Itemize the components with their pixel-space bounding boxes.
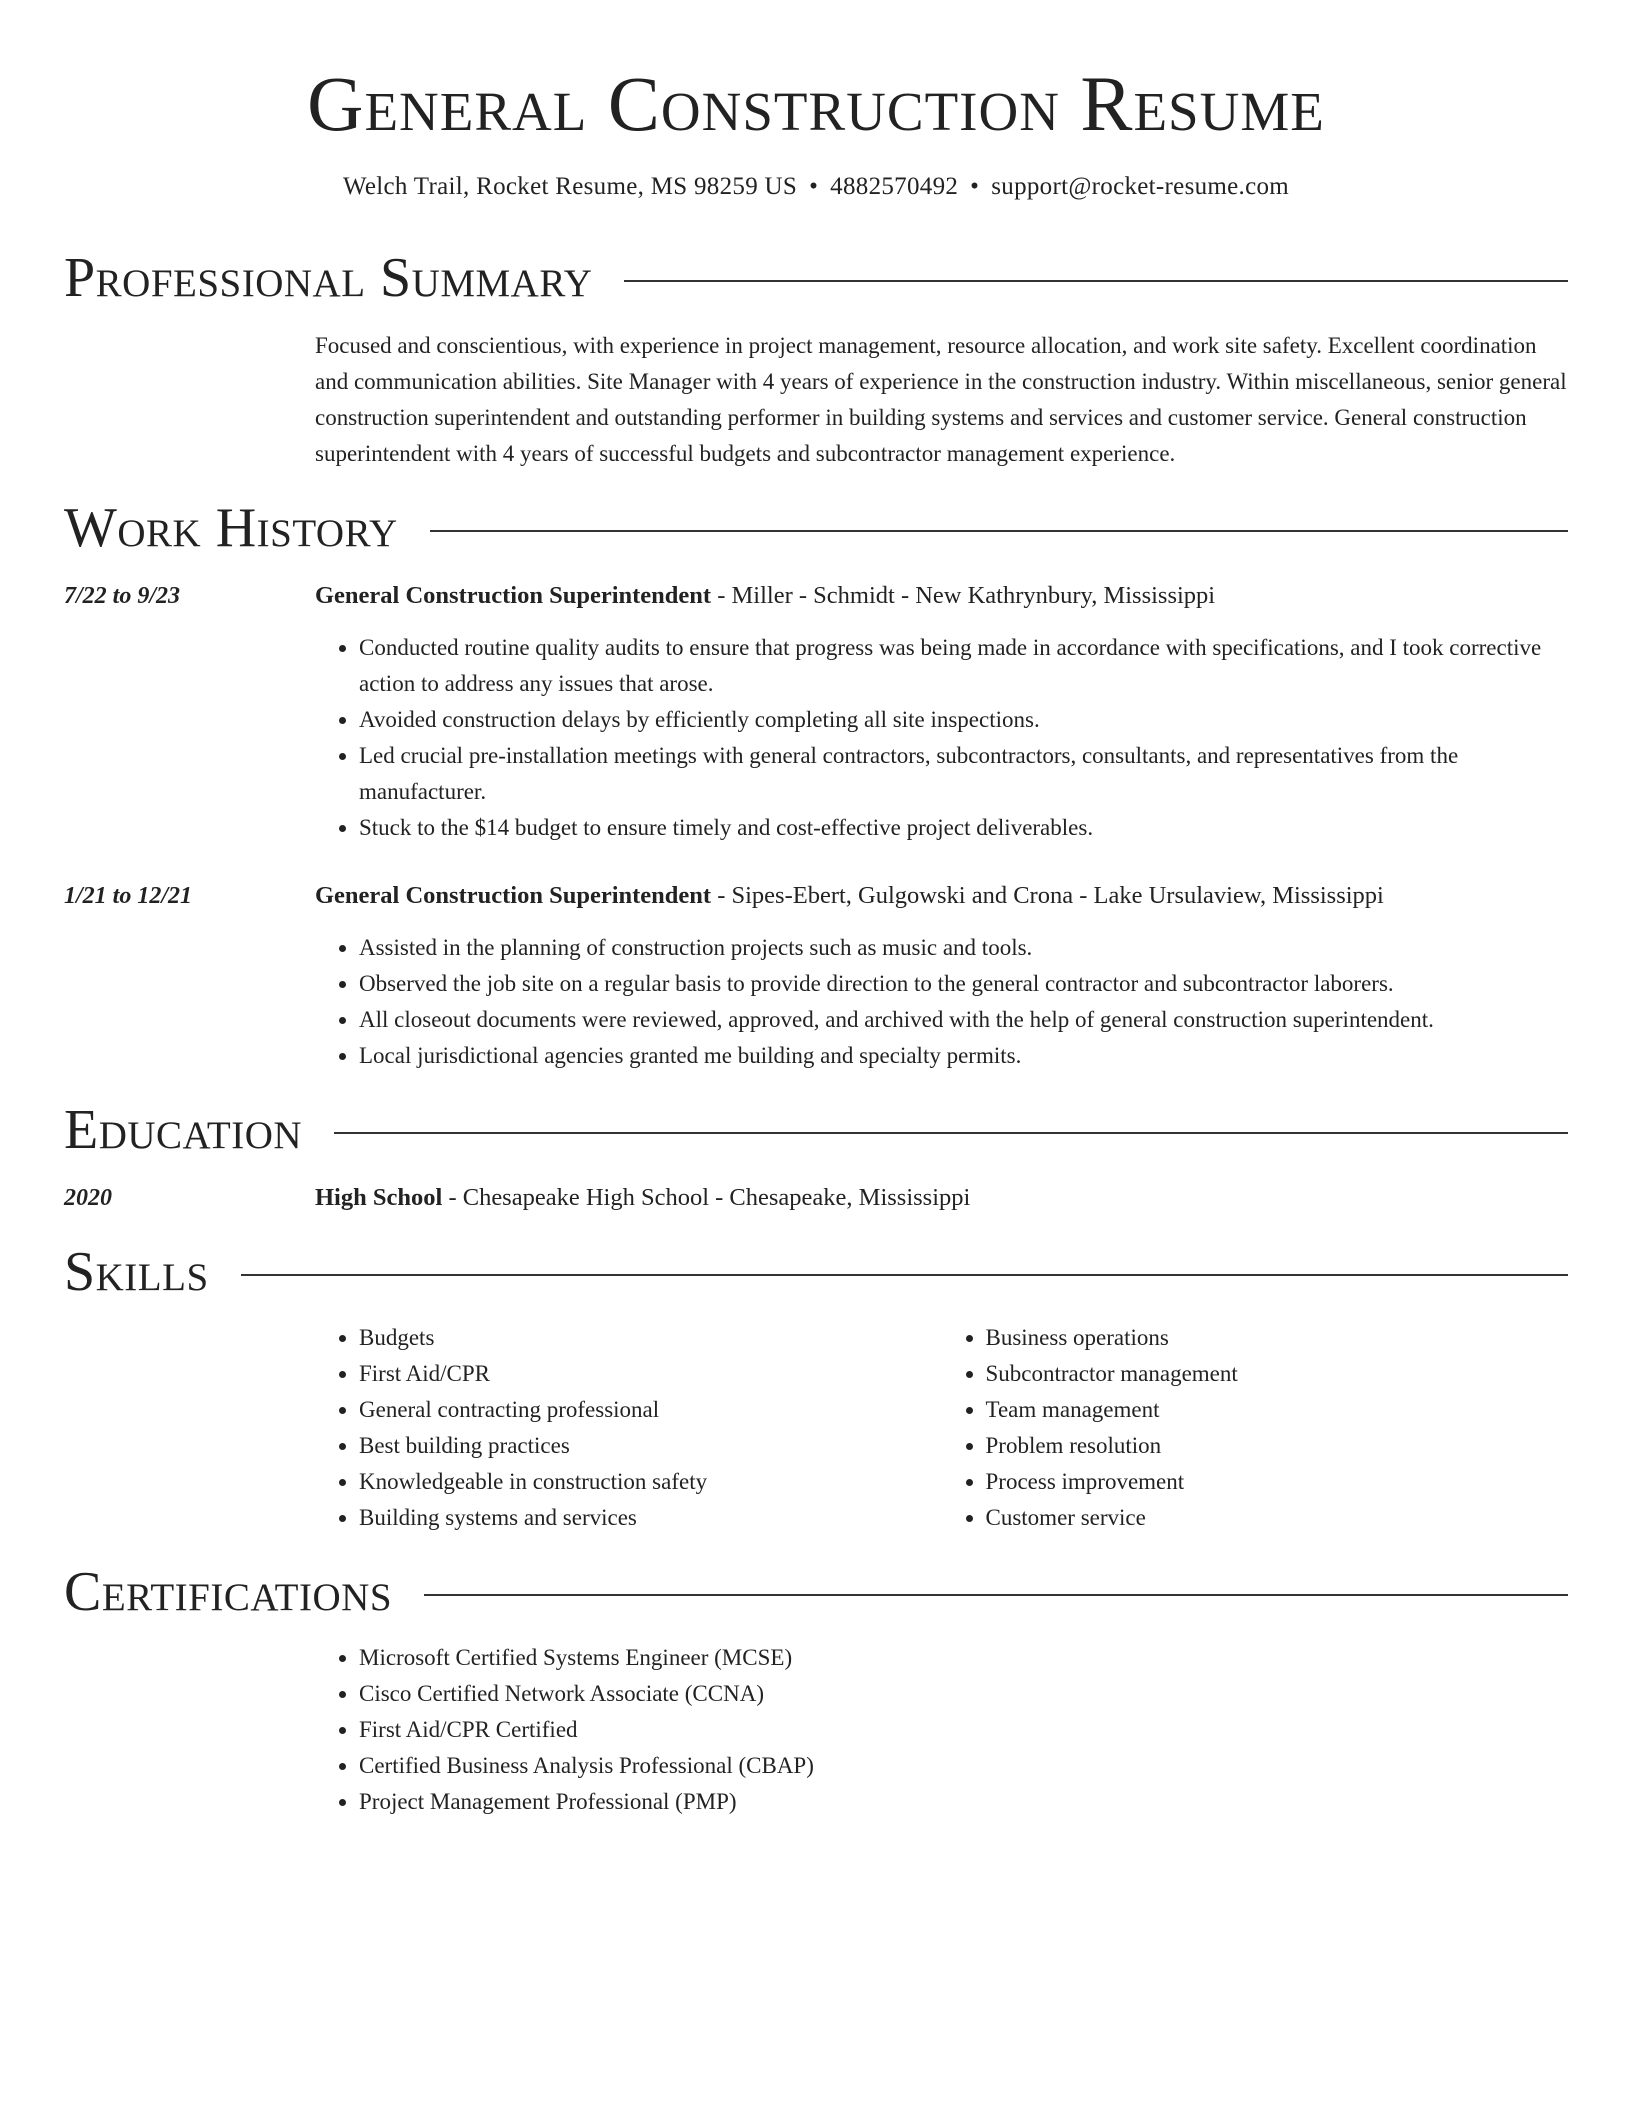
job-bullets: [315, 930, 1568, 1074]
job-bullet: • Assisted in the planning of construction projects such as music and tools.: [359, 930, 1568, 966]
section-header-education: [64, 1098, 1568, 1162]
skill-item: • Team management: [986, 1392, 1569, 1428]
skill-item: • Subcontractor management: [986, 1356, 1569, 1392]
certification-item: • Microsoft Certified Systems Engineer (MCSE): [359, 1640, 1568, 1676]
education-year: 2020: [64, 1185, 112, 1211]
section-header-summary: [64, 246, 1568, 310]
skills-column-right: [942, 1320, 1569, 1536]
job-bullet: • Avoided construction delays by efficiently completing all site inspections.: [359, 702, 1568, 738]
job-bullet: • Led crucial pre-installation meetings with general contractors, subcontractors, consultants, and representatives from the manufacturer.: [359, 738, 1568, 810]
section-divider: [430, 530, 1568, 532]
job-details: [315, 878, 1568, 1074]
job-bullet: • Conducted routine quality audits to ensure that progress was being made in accordance with specifications, and I took corrective action to address any issues that arose.: [359, 630, 1568, 702]
skill-item: • Problem resolution: [986, 1428, 1569, 1464]
section-header-certifications: [64, 1560, 1568, 1624]
education-school: - Chesapeake High School - Chesapeake, Mississippi: [442, 1184, 971, 1211]
job-bullet: • Stuck to the $14 budget to ensure timely and cost-effective project deliverables.: [359, 810, 1568, 846]
skill-item: • General contracting professional: [359, 1392, 942, 1428]
section-title-skills: Skills: [64, 1241, 209, 1303]
job-dates: 7/22 to 9/23: [64, 583, 181, 609]
job-bullet: • Observed the job site on a regular basis to provide direction to the general contractor and subcontractor laborers.: [359, 966, 1568, 1002]
certification-item: • First Aid/CPR Certified: [359, 1712, 1568, 1748]
section-divider: [334, 1132, 1568, 1134]
job-bullets: [315, 630, 1568, 846]
skill-item: • Best building practices: [359, 1428, 942, 1464]
contact-separator: •: [809, 173, 819, 200]
job-heading: [315, 578, 1568, 614]
job-bullet: • Local jurisdictional agencies granted me building and specialty permits.: [359, 1038, 1568, 1074]
section-title-education: Education: [64, 1099, 303, 1161]
section-title-work-history: Work History: [64, 497, 398, 559]
job-entry: [64, 578, 1568, 846]
resume-page: [64, 0, 1568, 1820]
resume-title: General Construction Resume: [307, 60, 1325, 147]
skill-item: • First Aid/CPR: [359, 1356, 942, 1392]
certifications-list: [315, 1640, 1568, 1820]
contact-email: support@rocket-resume.com: [991, 173, 1290, 200]
education-entry: [64, 1180, 1568, 1216]
section-title-summary: Professional Summary: [64, 247, 593, 309]
job-employer: - Sipes-Ebert, Gulgowski and Crona - Lake Ursulaview, Mississippi: [711, 882, 1384, 909]
section-header-skills: [64, 1240, 1568, 1304]
education-degree: High School: [315, 1184, 443, 1211]
education-details: [315, 1180, 1568, 1216]
certification-item: • Project Management Professional (PMP): [359, 1784, 1568, 1820]
job-title: General Construction Superintendent: [315, 582, 712, 609]
job-employer: - Miller - Schmidt - New Kathrynbury, Mississippi: [711, 582, 1216, 609]
skill-item: • Business operations: [986, 1320, 1569, 1356]
certification-item: • Cisco Certified Network Associate (CCNA): [359, 1676, 1568, 1712]
skill-item: • Process improvement: [986, 1464, 1569, 1500]
job-title: General Construction Superintendent: [315, 882, 712, 909]
certifications-bullets: [315, 1640, 1568, 1820]
section-divider: [624, 280, 1568, 282]
section-title-certifications: Certifications: [64, 1561, 393, 1623]
certification-item: • Certified Business Analysis Professional (CBAP): [359, 1748, 1568, 1784]
section-divider: [424, 1594, 1568, 1596]
skill-item: • Customer service: [986, 1500, 1569, 1536]
skill-item: • Budgets: [359, 1320, 942, 1356]
job-details: [315, 578, 1568, 846]
contact-separator: •: [970, 173, 980, 200]
contact-phone: 4882570492: [830, 173, 959, 200]
skill-item: • Building systems and services: [359, 1500, 942, 1536]
section-divider: [241, 1274, 1568, 1276]
job-entry: [64, 878, 1568, 1074]
job-bullet: • All closeout documents were reviewed, approved, and archived with the help of general construction superintendent.: [359, 1002, 1568, 1038]
job-heading: [315, 878, 1568, 914]
skill-item: • Knowledgeable in construction safety: [359, 1464, 942, 1500]
job-dates: 1/21 to 12/21: [64, 883, 193, 909]
skills-list: [315, 1320, 1568, 1536]
summary-text: Focused and conscientious, with experience in project management, resource allocation, and work site safety. Excellent coordination and communication abilities. Site Manager with 4 years of experience in the construction industry. Within miscellaneous, senior general construction superintendent and outstanding performer in building systems and services and customer service. General construction superintendent with 4 years of successful budgets and subcontractor management experience.: [315, 333, 1567, 466]
skills-column-left: [315, 1320, 942, 1536]
contact-address: Welch Trail, Rocket Resume, MS 98259 US: [342, 173, 798, 200]
section-header-work-history: [64, 496, 1568, 560]
contact-line: [64, 170, 1568, 204]
